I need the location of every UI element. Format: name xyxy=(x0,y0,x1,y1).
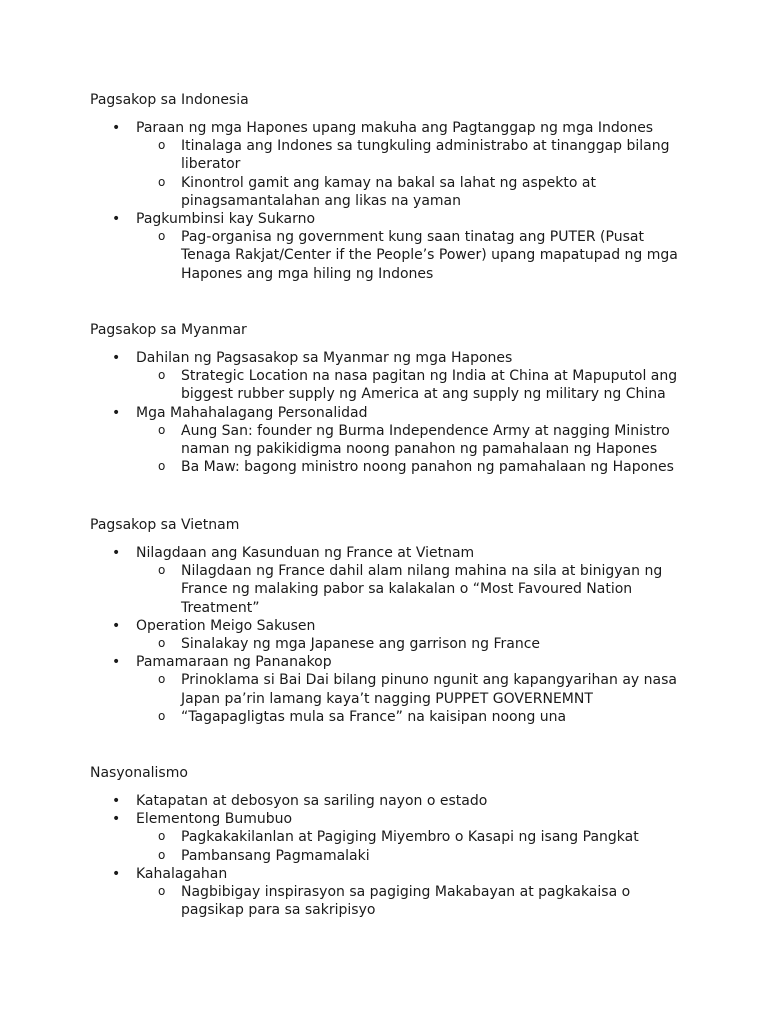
sub-list-item-text: “Tagapagligtas mula sa France” na kaisipan noong una xyxy=(181,708,567,725)
sub-list-item xyxy=(158,367,690,403)
sub-bullet-icon: o xyxy=(158,368,166,383)
sub-list-item-text: Nilagdaan ng France dahil alam nilang mahina na sila at binigyan ng France ng malaking pabor sa kalakalan o “Most Favoured Nation Treatment” xyxy=(181,563,663,616)
sub-list-item xyxy=(158,671,690,707)
sub-list xyxy=(136,562,690,617)
list-item xyxy=(112,865,690,920)
section-heading: Nasyonalismo xyxy=(90,765,188,781)
sub-list xyxy=(136,635,690,653)
sub-list xyxy=(136,883,690,919)
sub-bullet-icon: o xyxy=(158,174,166,189)
sub-list xyxy=(136,671,690,726)
bullet-icon: • xyxy=(112,211,121,228)
sub-list-item-text: Prinoklama si Bai Dai bilang pinuno ngunit ang kapangyarihan ay nasa Japan pa’rin lamang kaya’t nagging PUPPET GOVERNEMNT xyxy=(181,672,677,707)
sub-bullet-icon: o xyxy=(158,884,166,899)
sub-list-item-text: Itinalaga ang Indones sa tungkuling administrabo at tinanggap bilang liberator xyxy=(181,138,670,173)
sub-bullet-icon: o xyxy=(158,459,166,474)
sub-bullet-icon: o xyxy=(158,708,166,723)
list-item xyxy=(112,119,690,210)
bullet-list xyxy=(90,119,690,283)
sub-list-item xyxy=(158,562,690,617)
section-heading: Pagsakop sa Vietnam xyxy=(90,517,240,533)
list-item xyxy=(112,653,690,726)
sub-list-item xyxy=(158,422,690,458)
sub-list-item-text: Sinalakay ng mga Japanese ang garrison ng France xyxy=(181,636,541,653)
sub-bullet-icon: o xyxy=(158,847,166,862)
list-item-text: Dahilan ng Pagsasakop sa Myanmar ng mga Hapones xyxy=(136,350,513,366)
sub-list xyxy=(136,828,690,864)
bullet-list xyxy=(90,792,690,919)
sub-bullet-icon: o xyxy=(158,563,166,578)
section-heading: Pagsakop sa Myanmar xyxy=(90,322,247,338)
sub-list-item xyxy=(158,883,690,919)
bullet-icon: • xyxy=(112,120,121,136)
sub-list xyxy=(136,137,690,210)
sub-list-item-text: Kinontrol gamit ang kamay na bakal sa lahat ng aspekto at pinagsamantalahan ang likas na yaman xyxy=(181,174,596,209)
sub-list-item xyxy=(158,635,690,653)
list-item xyxy=(112,810,690,865)
section-vietnam xyxy=(90,516,690,726)
sub-list-item-text: Pambansang Pagmamalaki xyxy=(181,847,370,864)
list-item-text: Nilagdaan ang Kasunduan ng France at Vietnam xyxy=(136,545,475,561)
section-heading: Pagsakop sa Indonesia xyxy=(90,92,249,108)
sub-list-item-text: Pagkakakilanlan at Pagiging Miyembro o Kasapi ng isang Pangkat xyxy=(181,829,639,846)
list-item-text: Katapatan at debosyon sa sariling nayon o estado xyxy=(136,793,488,809)
bullet-list xyxy=(90,349,690,476)
sub-list xyxy=(136,422,690,477)
list-item xyxy=(112,617,690,653)
sub-bullet-icon: o xyxy=(158,829,166,844)
sub-list xyxy=(136,228,690,283)
list-item-text: Mga Mahahalagang Personalidad xyxy=(136,404,368,421)
bullet-icon: • xyxy=(112,404,121,421)
list-item xyxy=(112,210,690,283)
list-item xyxy=(112,404,690,477)
list-item-text: Pagkumbinsi kay Sukarno xyxy=(136,211,316,228)
sub-list-item xyxy=(158,458,690,476)
bullet-icon: • xyxy=(112,654,121,671)
bullet-icon: • xyxy=(112,617,121,634)
bullet-icon: • xyxy=(112,793,121,809)
sub-bullet-icon: o xyxy=(158,138,166,153)
bullet-icon: • xyxy=(112,350,121,366)
section-indonesia xyxy=(90,91,690,283)
sub-bullet-icon: o xyxy=(158,422,166,437)
list-item xyxy=(112,792,690,810)
sub-list-item xyxy=(158,228,690,283)
sub-list-item xyxy=(158,708,690,726)
section-myanmar xyxy=(90,321,690,476)
sub-list xyxy=(136,367,690,403)
sub-list-item-text: Aung San: founder ng Burma Independence Army at nagging Ministro naman ng pakikidigma noong panahon ng pamahalaan ng Hapones xyxy=(181,422,670,458)
sub-list-item-text: Ba Maw: bagong ministro noong panahon ng pamahalaan ng Hapones xyxy=(181,459,674,476)
sub-bullet-icon: o xyxy=(158,672,166,687)
sub-list-item xyxy=(158,137,690,173)
bullet-icon: • xyxy=(112,865,121,882)
sub-list-item-text: Strategic Location na nasa pagitan ng India at China at Mapuputol ang biggest rubber supply ng America at ang supply ng military ng China xyxy=(181,368,678,403)
list-item-text: Elementong Bumubuo xyxy=(136,811,293,828)
list-item-text: Operation Meigo Sakusen xyxy=(136,617,316,634)
sub-list-item-text: Nagbibigay inspirasyon sa pagiging Makabayan at pagkakaisa o pagsikap para sa sakripisyo xyxy=(181,884,631,919)
list-item xyxy=(112,544,690,617)
bullet-list xyxy=(90,544,690,726)
list-item-text: Pamamaraan ng Pananakop xyxy=(136,654,332,671)
list-item-text: Paraan ng mga Hapones upang makuha ang Pagtanggap ng mga Indones xyxy=(136,120,654,136)
sub-bullet-icon: o xyxy=(158,229,166,244)
sub-list-item xyxy=(158,174,690,210)
sub-list-item-text: Pag-organisa ng government kung saan tinatag ang PUTER (Pusat Tenaga Rakjat/Center if the People’s Power) upang mapatupad ng mga Hapones ang mga hiling ng Indones xyxy=(181,229,678,282)
list-item-text: Kahalagahan xyxy=(136,865,228,882)
sub-bullet-icon: o xyxy=(158,636,166,651)
sub-list-item xyxy=(158,847,690,865)
bullet-icon: • xyxy=(112,811,121,828)
bullet-icon: • xyxy=(112,545,121,561)
section-nasyonalismo xyxy=(90,764,690,919)
sub-list-item xyxy=(158,828,690,846)
list-item xyxy=(112,349,690,404)
